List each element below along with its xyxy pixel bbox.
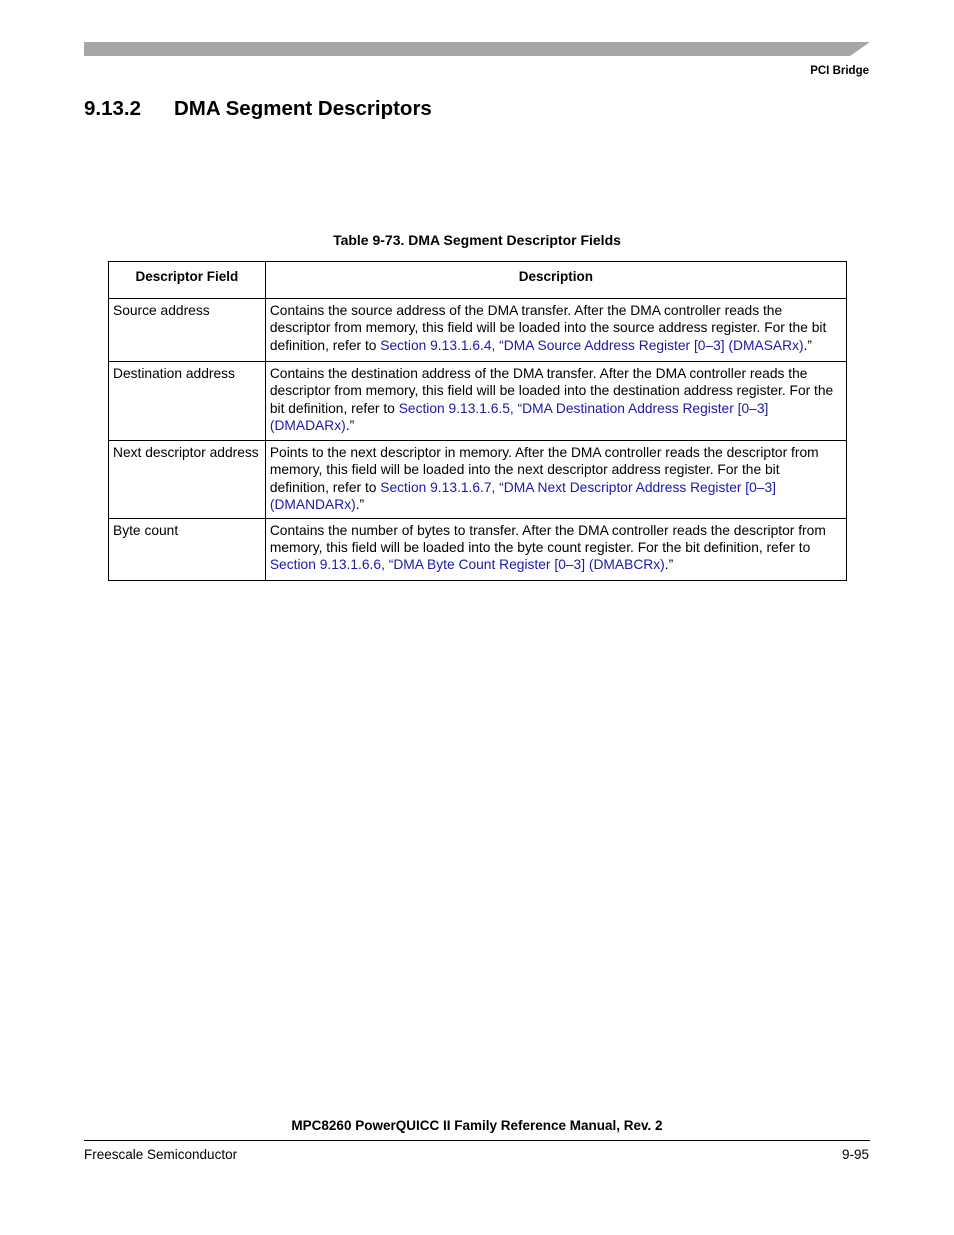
column-header-description: Description	[265, 262, 846, 299]
footer-rule	[84, 1140, 870, 1141]
description-cell	[265, 299, 846, 362]
description-suffix: .”	[664, 557, 674, 573]
cross-reference-link[interactable]: Section 9.13.1.6.7, “DMA Next Descriptor Address Register [0–3] (DMANDARx)	[269, 479, 776, 513]
cross-reference-link[interactable]: Section 9.13.1.6.5, “DMA Destination Address Register [0–3] (DMADARx)	[269, 400, 769, 434]
description-cell	[265, 362, 846, 441]
table-caption: Table 9-73. DMA Segment Descriptor Fields	[333, 232, 621, 248]
description-text: Contains the number of bytes to transfer. After the DMA controller reads the descriptor from memory, this field will be loaded into the byte count register. For the bit definition, refer to	[269, 522, 826, 556]
running-head: PCI Bridge	[810, 65, 869, 77]
table-row	[109, 518, 847, 580]
table-row	[109, 441, 847, 519]
descriptor-table	[108, 261, 847, 581]
description-text: Points to the next descriptor in memory. After the DMA controller reads the descriptor from memory, this field will be loaded into the next descriptor address register. For the bit definition, refer to	[269, 445, 819, 495]
description-suffix: .”	[345, 418, 355, 434]
description-text: Contains the source address of the DMA transfer. After the DMA controller reads the descriptor from memory, this field will be loaded into the source address register. For the bit definition, refer to	[269, 303, 827, 353]
description-suffix: .”	[803, 337, 813, 353]
field-cell: Next descriptor address	[109, 441, 266, 519]
description-text: Contains the destination address of the DMA transfer. After the DMA controller reads the descriptor from memory, this field will be loaded into the destination address register. For the bit definition, refer to	[269, 366, 834, 416]
description-cell	[265, 518, 846, 580]
section-number: 9.13.2	[84, 97, 141, 120]
description-suffix: .”	[355, 497, 365, 513]
column-header-field: Descriptor Field	[109, 262, 266, 299]
footer-manual-title: MPC8260 PowerQUICC II Family Reference Manual, Rev. 2	[291, 1118, 663, 1133]
section-heading	[84, 97, 432, 121]
description-cell	[265, 441, 846, 519]
header-bar	[84, 42, 870, 56]
table-header-row	[109, 262, 847, 299]
field-cell: Destination address	[109, 362, 266, 441]
cross-reference-link[interactable]: Section 9.13.1.6.4, “DMA Source Address Register [0–3] (DMASARx)	[380, 337, 804, 353]
cross-reference-link[interactable]: Section 9.13.1.6.6, “DMA Byte Count Register [0–3] (DMABCRx)	[269, 557, 665, 573]
table-row	[109, 362, 847, 441]
table-row	[109, 299, 847, 362]
footer-company: Freescale Semiconductor	[84, 1147, 238, 1162]
section-title: DMA Segment Descriptors	[174, 97, 432, 120]
field-cell: Source address	[109, 299, 266, 362]
footer-page-number: 9-95	[841, 1147, 869, 1162]
field-cell: Byte count	[109, 518, 266, 580]
